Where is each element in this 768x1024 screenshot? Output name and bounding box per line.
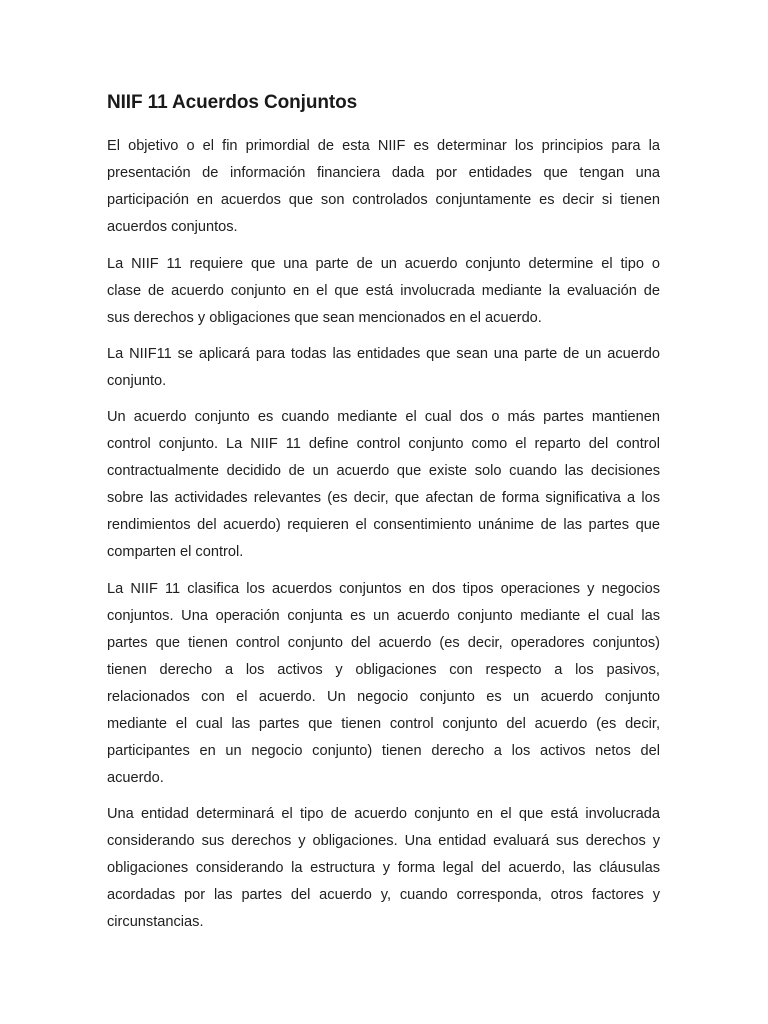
- text-line: participantes en un negocio conjunto) tienen derecho a los activos netos del: [107, 743, 660, 759]
- text-line: Un acuerdo conjunto es cuando mediante el cual dos o más partes mantienen: [107, 409, 660, 425]
- text-line: contractualmente decidido de un acuerdo que existe solo cuando las decisiones: [107, 463, 660, 479]
- paragraph-requisito: [107, 251, 660, 332]
- text-line: acordadas por las partes del acuerdo y, cuando corresponda, otros factores y: [107, 887, 660, 903]
- text-line: presentación de información financiera dada por entidades que tengan una: [107, 165, 660, 181]
- text-line: sus derechos y obligaciones que sean mencionados en el acuerdo.: [107, 310, 542, 326]
- text-line: mediante el cual las partes que tienen control conjunto del acuerdo (es decir,: [107, 716, 660, 732]
- text-line: obligaciones considerando la estructura y forma legal del acuerdo, las cláusulas: [107, 860, 660, 876]
- text-line: participación en acuerdos que son controlados conjuntamente es decir si tienen: [107, 192, 660, 208]
- text-line: considerando sus derechos y obligaciones. Una entidad evaluará sus derechos y: [107, 833, 660, 849]
- paragraph-definicion: [107, 404, 660, 566]
- text-line: sobre las actividades relevantes (es decir, que afectan de forma significativa a los: [107, 490, 660, 506]
- text-line: tienen derecho a los activos y obligaciones con respecto a los pasivos,: [107, 662, 660, 678]
- text-line: control conjunto. La NIIF 11 define control conjunto como el reparto del control: [107, 436, 660, 452]
- text-line: partes que tienen control conjunto del acuerdo (es decir, operadores conjuntos): [107, 635, 660, 651]
- text-line: acuerdo.: [107, 770, 164, 786]
- text-line: La NIIF11 se aplicará para todas las entidades que sean una parte de un acuerdo: [107, 346, 660, 362]
- paragraph-objetivo: [107, 133, 660, 241]
- text-line: comparten el control.: [107, 544, 244, 560]
- text-line: circunstancias.: [107, 914, 204, 930]
- text-line: La NIIF 11 requiere que una parte de un acuerdo conjunto determine el tipo o: [107, 256, 660, 272]
- text-line: rendimientos del acuerdo) requieren el consentimiento unánime de las partes que: [107, 517, 660, 533]
- paragraph-clasificacion: [107, 576, 660, 792]
- paragraph-determinacion: [107, 801, 660, 936]
- text-line: acuerdos conjuntos.: [107, 219, 238, 235]
- text-line: El objetivo o el fin primordial de esta NIIF es determinar los principios para la: [107, 138, 660, 154]
- text-line: La NIIF 11 clasifica los acuerdos conjuntos en dos tipos operaciones y negocios: [107, 581, 660, 597]
- paragraph-alcance: [107, 341, 660, 395]
- text-line: Una entidad determinará el tipo de acuerdo conjunto en el que está involucrada: [107, 806, 660, 822]
- text-line: conjunto.: [107, 373, 167, 389]
- document-title: NIIF 11 Acuerdos Conjuntos: [107, 92, 358, 113]
- text-line: relacionados con el acuerdo. Un negocio conjunto es un acuerdo conjunto: [107, 689, 660, 705]
- text-line: conjuntos. Una operación conjunta es un acuerdo conjunto mediante el cual las: [107, 608, 660, 624]
- text-line: clase de acuerdo conjunto en el que está involucrada mediante la evaluación de: [107, 283, 660, 299]
